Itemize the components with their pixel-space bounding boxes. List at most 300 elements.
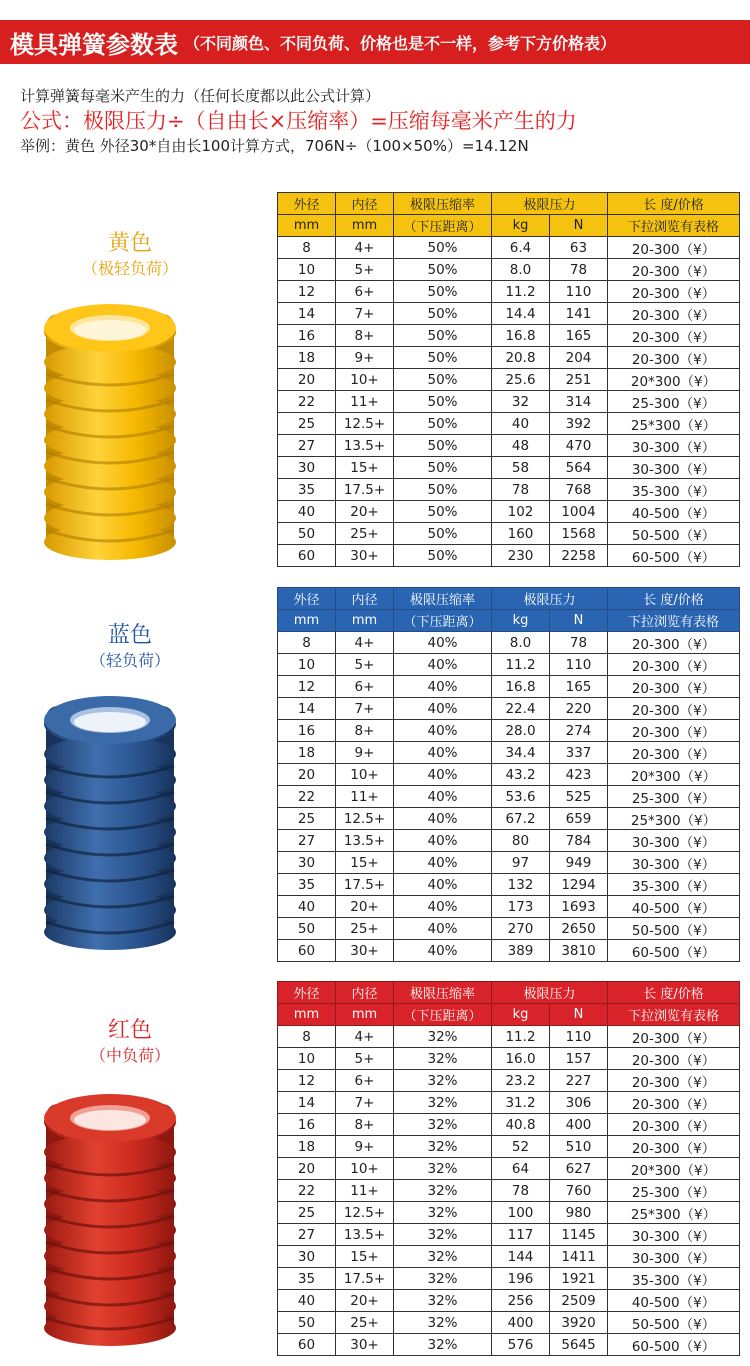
header-cell: 长 度/价格 — [608, 982, 740, 1004]
table-cell: 1693 — [550, 896, 608, 918]
table-cell: 15+ — [336, 1246, 394, 1268]
header-cell: 下拉浏览有表格 — [608, 215, 740, 237]
table-cell: 30-300（¥） — [608, 1224, 740, 1246]
table-row — [278, 1114, 740, 1136]
table-cell: 20+ — [336, 501, 394, 523]
table-cell: 13.5+ — [336, 1224, 394, 1246]
table-cell: 60 — [278, 940, 336, 962]
table-cell: 22.4 — [492, 698, 550, 720]
table-cell: 20-300（¥） — [608, 654, 740, 676]
header-cell: 外径 — [278, 588, 336, 610]
table-cell: 8+ — [336, 1114, 394, 1136]
table-cell: 14.4 — [492, 303, 550, 325]
banner-title: 模具弹簧参数表 — [10, 30, 178, 59]
table-cell: 1921 — [550, 1268, 608, 1290]
table-cell: 11+ — [336, 1180, 394, 1202]
table-cell: 50% — [394, 281, 492, 303]
example-text: 举例：黄色 外径30*自由长100计算方式，706N÷（100×50%）=14.12N — [20, 137, 529, 155]
table-cell: 50% — [394, 545, 492, 567]
table-cell: 15+ — [336, 852, 394, 874]
table-cell: 423 — [550, 764, 608, 786]
table-cell: 50% — [394, 501, 492, 523]
table-cell: 110 — [550, 1026, 608, 1048]
table-cell: 40% — [394, 830, 492, 852]
table-cell: 50 — [278, 1312, 336, 1334]
table-row — [278, 742, 740, 764]
table-row — [278, 303, 740, 325]
table-cell: 230 — [492, 545, 550, 567]
table-cell: 1004 — [550, 501, 608, 523]
table-cell: 16.8 — [492, 676, 550, 698]
table-cell: 78 — [550, 632, 608, 654]
table-cell: 32% — [394, 1312, 492, 1334]
table-row — [278, 501, 740, 523]
table-cell: 110 — [550, 281, 608, 303]
table-cell: 32% — [394, 1048, 492, 1070]
table-cell: 510 — [550, 1136, 608, 1158]
table-cell: 11+ — [336, 391, 394, 413]
table-row — [278, 435, 740, 457]
table-cell: 40% — [394, 786, 492, 808]
table-cell: 196 — [492, 1268, 550, 1290]
table-cell: 40% — [394, 918, 492, 940]
table-cell: 20-300（¥） — [608, 237, 740, 259]
table-cell: 60-500（¥） — [608, 940, 740, 962]
table-cell: 32% — [394, 1136, 492, 1158]
table-cell: 392 — [550, 413, 608, 435]
table-cell: 337 — [550, 742, 608, 764]
table-cell: 20-300（¥） — [608, 1048, 740, 1070]
table-cell: 220 — [550, 698, 608, 720]
table-cell: 17.5+ — [336, 874, 394, 896]
table-cell: 10+ — [336, 764, 394, 786]
table-cell: 50% — [394, 325, 492, 347]
table-cell: 3920 — [550, 1312, 608, 1334]
table-cell: 40% — [394, 896, 492, 918]
table-cell: 30-300（¥） — [608, 830, 740, 852]
table-row — [278, 413, 740, 435]
table-cell: 144 — [492, 1246, 550, 1268]
table-cell: 11.2 — [492, 1026, 550, 1048]
table-cell: 40% — [394, 742, 492, 764]
table-cell: 40% — [394, 808, 492, 830]
table-cell: 25-300（¥） — [608, 391, 740, 413]
color-name: 红色 — [107, 1018, 152, 1043]
table-cell: 30+ — [336, 1334, 394, 1356]
table-cell: 50% — [394, 435, 492, 457]
table-cell: 20+ — [336, 1290, 394, 1312]
blue-spring-image — [40, 684, 180, 960]
table-row — [278, 654, 740, 676]
header-cell: N — [550, 610, 608, 632]
table-cell: 9+ — [336, 347, 394, 369]
table-cell: 227 — [550, 1070, 608, 1092]
table-cell: 14 — [278, 303, 336, 325]
red-spec-table — [277, 981, 740, 1356]
table-cell: 32% — [394, 1202, 492, 1224]
table-cell: 251 — [550, 369, 608, 391]
table-cell: 30-300（¥） — [608, 435, 740, 457]
table-cell: 165 — [550, 325, 608, 347]
table-cell: 25.6 — [492, 369, 550, 391]
table-cell: 132 — [492, 874, 550, 896]
table-cell: 25*300（¥） — [608, 413, 740, 435]
table-row — [278, 1268, 740, 1290]
table-cell: 40-500（¥） — [608, 501, 740, 523]
table-cell: 50% — [394, 391, 492, 413]
table-cell: 15+ — [336, 457, 394, 479]
table-cell: 40 — [278, 501, 336, 523]
table-cell: 141 — [550, 303, 608, 325]
table-cell: 20*300（¥） — [608, 1158, 740, 1180]
table-cell: 60 — [278, 1334, 336, 1356]
table-cell: 1568 — [550, 523, 608, 545]
table-cell: 50% — [394, 523, 492, 545]
table-cell: 314 — [550, 391, 608, 413]
table-row — [278, 1048, 740, 1070]
table-cell: 32% — [394, 1092, 492, 1114]
table-cell: 30-300（¥） — [608, 457, 740, 479]
header-cell: 极限压力 — [492, 982, 608, 1004]
table-cell: 30-300（¥） — [608, 852, 740, 874]
table-cell: 160 — [492, 523, 550, 545]
table-cell: 4+ — [336, 237, 394, 259]
table-cell: 50% — [394, 237, 492, 259]
table-cell: 48 — [492, 435, 550, 457]
table-cell: 50% — [394, 479, 492, 501]
blue-label — [30, 622, 230, 672]
table-cell: 980 — [550, 1202, 608, 1224]
table-cell: 784 — [550, 830, 608, 852]
table-cell: 2258 — [550, 545, 608, 567]
header-cell: （下压距离） — [394, 215, 492, 237]
table-cell: 40% — [394, 940, 492, 962]
table-cell: 17.5+ — [336, 1268, 394, 1290]
table-cell: 20.8 — [492, 347, 550, 369]
header-cell: mm — [336, 610, 394, 632]
yellow-spec-table — [277, 192, 740, 567]
table-cell: 16.0 — [492, 1048, 550, 1070]
table-cell: 28.0 — [492, 720, 550, 742]
table-cell: 10+ — [336, 369, 394, 391]
header-cell: mm — [336, 1004, 394, 1026]
table-cell: 12 — [278, 1070, 336, 1092]
header-row-1 — [278, 588, 740, 610]
table-cell: 7+ — [336, 303, 394, 325]
table-cell: 20-300（¥） — [608, 1092, 740, 1114]
table-cell: 35-300（¥） — [608, 479, 740, 501]
table-cell: 50% — [394, 457, 492, 479]
table-cell: 564 — [550, 457, 608, 479]
red-label — [30, 1017, 230, 1067]
table-cell: 35-300（¥） — [608, 1268, 740, 1290]
table-cell: 30+ — [336, 940, 394, 962]
table-cell: 16 — [278, 1114, 336, 1136]
table-cell: 23.2 — [492, 1070, 550, 1092]
table-row — [278, 786, 740, 808]
table-cell: 50 — [278, 523, 336, 545]
table-cell: 110 — [550, 654, 608, 676]
table-row — [278, 369, 740, 391]
table-cell: 10 — [278, 259, 336, 281]
table-cell: 100 — [492, 1202, 550, 1224]
header-cell: kg — [492, 610, 550, 632]
header-cell: 内径 — [336, 982, 394, 1004]
header-cell: 外径 — [278, 982, 336, 1004]
header-cell: （下压距离） — [394, 610, 492, 632]
table-cell: 35 — [278, 1268, 336, 1290]
table-cell: 40 — [278, 896, 336, 918]
color-name: 黄色 — [107, 231, 152, 256]
table-cell: 10 — [278, 654, 336, 676]
header-cell: kg — [492, 1004, 550, 1026]
table-cell: 50 — [278, 918, 336, 940]
table-cell: 30 — [278, 457, 336, 479]
table-cell: 1145 — [550, 1224, 608, 1246]
table-cell: 20-300（¥） — [608, 1114, 740, 1136]
table-row — [278, 830, 740, 852]
table-cell: 525 — [550, 786, 608, 808]
header-row-1 — [278, 982, 740, 1004]
table-row — [278, 918, 740, 940]
table-row — [278, 1136, 740, 1158]
table-cell: 627 — [550, 1158, 608, 1180]
table-cell: 18 — [278, 347, 336, 369]
intro — [20, 86, 740, 156]
table-cell: 576 — [492, 1334, 550, 1356]
table-cell: 173 — [492, 896, 550, 918]
header-cell: mm — [278, 610, 336, 632]
table-cell: 8.0 — [492, 259, 550, 281]
table-cell: 20-300（¥） — [608, 720, 740, 742]
table-cell: 50% — [394, 347, 492, 369]
table-cell: 22 — [278, 1180, 336, 1202]
table-cell: 102 — [492, 501, 550, 523]
table-cell: 25+ — [336, 1312, 394, 1334]
table-cell: 9+ — [336, 1136, 394, 1158]
header-cell: 极限压缩率 — [394, 193, 492, 215]
table-cell: 5+ — [336, 1048, 394, 1070]
table-row — [278, 391, 740, 413]
header-cell: 极限压缩率 — [394, 982, 492, 1004]
table-cell: 8+ — [336, 325, 394, 347]
table-cell: 20-300（¥） — [608, 303, 740, 325]
table-cell: 50-500（¥） — [608, 523, 740, 545]
table-cell: 16.8 — [492, 325, 550, 347]
table-cell: 20-300（¥） — [608, 1070, 740, 1092]
table-cell: 50% — [394, 303, 492, 325]
header-cell: 极限压力 — [492, 588, 608, 610]
table-cell: 760 — [550, 1180, 608, 1202]
table-cell: 25 — [278, 413, 336, 435]
table-cell: 50% — [394, 369, 492, 391]
load-name: （中负荷） — [89, 1046, 170, 1065]
table-cell: 63 — [550, 237, 608, 259]
table-cell: 25*300（¥） — [608, 1202, 740, 1224]
table-cell: 14 — [278, 1092, 336, 1114]
red-spring-image — [40, 1082, 180, 1354]
table-cell: 5645 — [550, 1334, 608, 1356]
table-row — [278, 1070, 740, 1092]
table-cell: 20*300（¥） — [608, 369, 740, 391]
intro-line: 计算弹簧每毫米产生的力（任何长度都以此公式计算） — [20, 87, 381, 105]
table-row — [278, 1158, 740, 1180]
table-cell: 27 — [278, 1224, 336, 1246]
header-cell: mm — [278, 215, 336, 237]
header-cell: 极限压力 — [492, 193, 608, 215]
table-row — [278, 479, 740, 501]
header-row-2 — [278, 1004, 740, 1026]
table-cell: 35 — [278, 479, 336, 501]
table-cell: 32% — [394, 1334, 492, 1356]
header-cell: 内径 — [336, 588, 394, 610]
table-cell: 78 — [492, 1180, 550, 1202]
header-cell: 外径 — [278, 193, 336, 215]
table-cell: 40% — [394, 654, 492, 676]
table-cell: 78 — [550, 259, 608, 281]
table-row — [278, 896, 740, 918]
table-cell: 470 — [550, 435, 608, 457]
table-cell: 40 — [492, 413, 550, 435]
header-cell: 极限压缩率 — [394, 588, 492, 610]
table-cell: 40.8 — [492, 1114, 550, 1136]
table-cell: 40-500（¥） — [608, 1290, 740, 1312]
table-row — [278, 698, 740, 720]
table-cell: 60 — [278, 545, 336, 567]
table-cell: 13.5+ — [336, 435, 394, 457]
table-cell: 58 — [492, 457, 550, 479]
table-cell: 20 — [278, 764, 336, 786]
table-cell: 20-300（¥） — [608, 632, 740, 654]
table-cell: 20-300（¥） — [608, 325, 740, 347]
header-cell: （下压距离） — [394, 1004, 492, 1026]
table-cell: 20-300（¥） — [608, 676, 740, 698]
table-cell: 256 — [492, 1290, 550, 1312]
table-cell: 768 — [550, 479, 608, 501]
table-cell: 3810 — [550, 940, 608, 962]
table-cell: 1294 — [550, 874, 608, 896]
table-cell: 7+ — [336, 698, 394, 720]
table-cell: 52 — [492, 1136, 550, 1158]
table-row — [278, 457, 740, 479]
table-row — [278, 545, 740, 567]
table-cell: 12 — [278, 281, 336, 303]
banner — [0, 0, 750, 70]
table-cell: 14 — [278, 698, 336, 720]
table-row — [278, 1202, 740, 1224]
table-cell: 12.5+ — [336, 413, 394, 435]
header-cell: mm — [278, 1004, 336, 1026]
table-cell: 40% — [394, 874, 492, 896]
table-cell: 80 — [492, 830, 550, 852]
table-cell: 30 — [278, 852, 336, 874]
table-cell: 6+ — [336, 1070, 394, 1092]
table-cell: 25+ — [336, 523, 394, 545]
table-cell: 32% — [394, 1224, 492, 1246]
table-cell: 50-500（¥） — [608, 1312, 740, 1334]
header-cell: 内径 — [336, 193, 394, 215]
table-cell: 389 — [492, 940, 550, 962]
table-cell: 60-500（¥） — [608, 545, 740, 567]
table-cell: 11.2 — [492, 281, 550, 303]
table-cell: 97 — [492, 852, 550, 874]
table-cell: 5+ — [336, 654, 394, 676]
table-cell: 8+ — [336, 720, 394, 742]
table-cell: 17.5+ — [336, 479, 394, 501]
table-cell: 50% — [394, 413, 492, 435]
table-cell: 67.2 — [492, 808, 550, 830]
table-cell: 8 — [278, 1026, 336, 1048]
table-cell: 20-300（¥） — [608, 1026, 740, 1048]
table-cell: 20-300（¥） — [608, 347, 740, 369]
table-row — [278, 676, 740, 698]
header-cell: 下拉浏览有表格 — [608, 1004, 740, 1026]
table-cell: 20-300（¥） — [608, 698, 740, 720]
header-row-1 — [278, 193, 740, 215]
table-cell: 64 — [492, 1158, 550, 1180]
table-cell: 16 — [278, 325, 336, 347]
table-cell: 25-300（¥） — [608, 786, 740, 808]
table-cell: 12 — [278, 676, 336, 698]
table-cell: 400 — [492, 1312, 550, 1334]
table-cell: 43.2 — [492, 764, 550, 786]
table-row — [278, 1180, 740, 1202]
banner-subtitle: （不同颜色、不同负荷、价格也是不一样，参考下方价格表） — [184, 33, 617, 53]
table-cell: 53.6 — [492, 786, 550, 808]
header-cell: kg — [492, 215, 550, 237]
table-row — [278, 1312, 740, 1334]
header-cell: 下拉浏览有表格 — [608, 610, 740, 632]
table-cell: 25+ — [336, 918, 394, 940]
table-cell: 18 — [278, 742, 336, 764]
table-cell: 11+ — [336, 786, 394, 808]
table-row — [278, 1246, 740, 1268]
table-row — [278, 764, 740, 786]
header-cell: N — [550, 1004, 608, 1026]
table-row — [278, 1334, 740, 1356]
table-cell: 8 — [278, 237, 336, 259]
table-cell: 2650 — [550, 918, 608, 940]
table-cell: 12.5+ — [336, 808, 394, 830]
table-cell: 1411 — [550, 1246, 608, 1268]
table-cell: 22 — [278, 391, 336, 413]
table-cell: 50% — [394, 259, 492, 281]
table-cell: 20-300（¥） — [608, 1136, 740, 1158]
table-cell: 25 — [278, 808, 336, 830]
table-cell: 27 — [278, 830, 336, 852]
table-cell: 32% — [394, 1070, 492, 1092]
table-cell: 6+ — [336, 281, 394, 303]
table-cell: 32% — [394, 1246, 492, 1268]
formula-text: 公式：极限压力÷（自由长×压缩率）=压缩每毫米产生的力 — [20, 109, 577, 133]
table-cell: 32% — [394, 1290, 492, 1312]
table-cell: 20+ — [336, 896, 394, 918]
header-cell: N — [550, 215, 608, 237]
table-cell: 30-300（¥） — [608, 1246, 740, 1268]
table-cell: 32% — [394, 1026, 492, 1048]
table-cell: 78 — [492, 479, 550, 501]
table-cell: 34.4 — [492, 742, 550, 764]
table-cell: 12.5+ — [336, 1202, 394, 1224]
table-cell: 117 — [492, 1224, 550, 1246]
table-row — [278, 259, 740, 281]
table-cell: 22 — [278, 786, 336, 808]
table-cell: 40% — [394, 632, 492, 654]
table-cell: 31.2 — [492, 1092, 550, 1114]
table-cell: 40 — [278, 1290, 336, 1312]
table-cell: 274 — [550, 720, 608, 742]
table-cell: 25 — [278, 1202, 336, 1224]
